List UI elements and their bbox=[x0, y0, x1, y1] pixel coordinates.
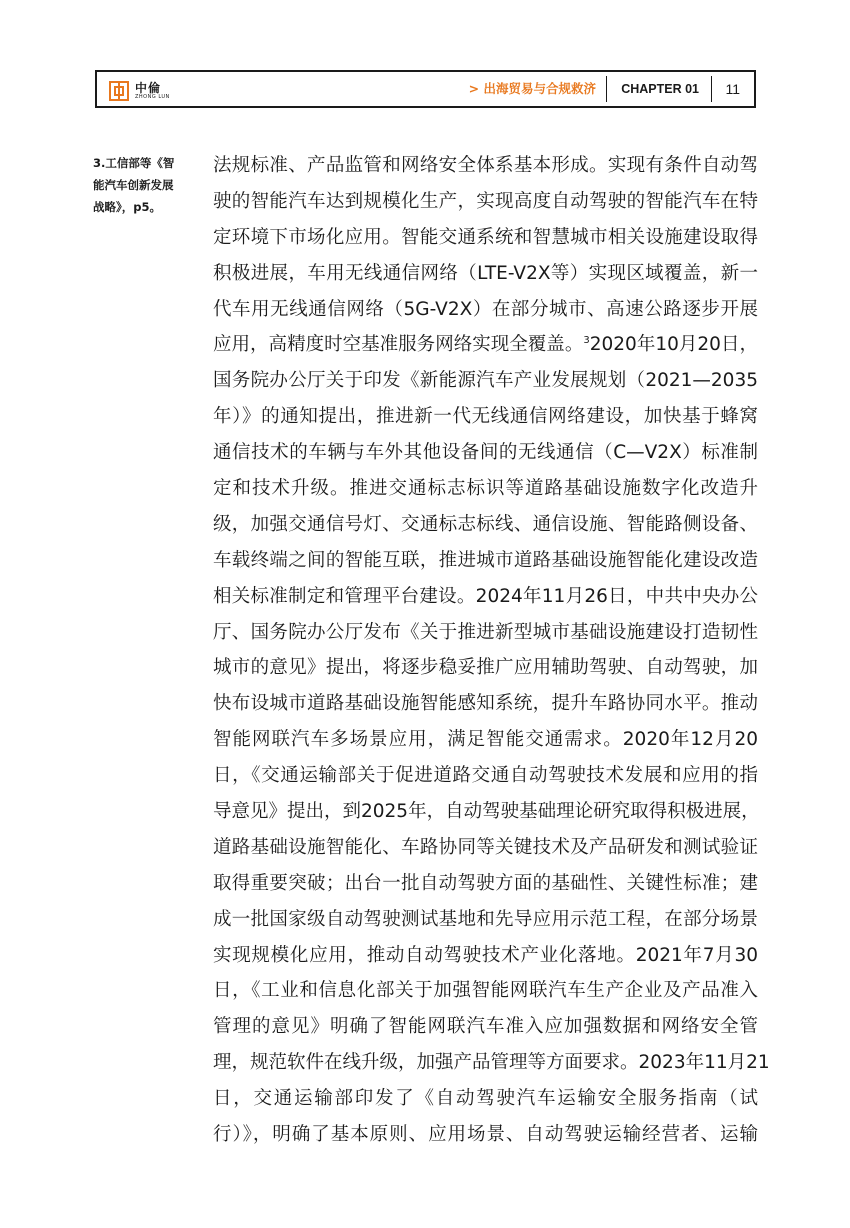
body-line: 智能网联汽车多场景应用，满足智能交通需求。2020年12月20 bbox=[213, 729, 758, 751]
body-line: 日，《工业和信息化部关于加强智能网联汽车生产企业及产品准入 bbox=[213, 980, 758, 1002]
logo-english: ZHONG LUN bbox=[135, 94, 170, 100]
body-line: 驶的智能汽车达到规模化生产，实现高度自动驾驶的智能汽车在特 bbox=[213, 190, 758, 212]
body-line: 法规标准、产品监管和网络安全体系基本形成。实现有条件自动驾 bbox=[213, 155, 758, 176]
body-line-text: 应用，高精度时空基准服务网络实现全覆盖。 bbox=[213, 334, 584, 356]
body-line: 道路基础设施智能化、车路协同等关键技术及产品研发和测试验证 bbox=[213, 836, 758, 858]
body-line: 城市的意见》提出，将逐步稳妥推广应用辅助驾驶、自动驾驶，加 bbox=[213, 657, 758, 679]
body-line: 成一批国家级自动驾驶测试基地和先导应用示范工程，在部分场景 bbox=[213, 908, 758, 930]
page-number: 11 bbox=[725, 81, 740, 97]
body-line: 行）》，明确了基本原则、应用场景、自动驾驶运输经营者、运输 bbox=[213, 1124, 758, 1146]
body-line-text: 2020年10月20日， bbox=[589, 334, 758, 356]
body-line: 定环境下市场化应用。智能交通系统和智慧城市相关设施建设取得 bbox=[213, 226, 758, 248]
body-line-with-footnote bbox=[213, 327, 758, 363]
body-line: 取得重要突破；出台一批自动驾驶方面的基础性、关键性标准；建 bbox=[213, 872, 758, 894]
body-paragraph bbox=[213, 148, 770, 1153]
sidenote-line: 战略》，p5。 bbox=[93, 200, 161, 214]
body-line: 日，交通运输部印发了《自动驾驶汽车运输安全服务指南（试 bbox=[213, 1088, 758, 1110]
header-divider bbox=[606, 76, 607, 102]
logo-chinese: 中倫 bbox=[135, 81, 162, 95]
header-divider bbox=[711, 76, 712, 102]
sidenote-line: 3.工信部等《智 bbox=[93, 156, 175, 170]
footnote-sidenote bbox=[93, 152, 191, 218]
body-line: 车载终端之间的智能互联，推进城市道路基础设施智能化建设改造 bbox=[213, 549, 758, 571]
chapter-label: CHAPTER 01 bbox=[621, 82, 699, 96]
body-line: 理，规范软件在线升级，加强产品管理等方面要求。2023年11月21 bbox=[213, 1052, 770, 1074]
sidenote-line: 能汽车创新发展 bbox=[93, 178, 174, 192]
body-line: 厅、国务院办公厅发布《关于推进新型城市基础设施建设打造韧性 bbox=[213, 621, 758, 643]
body-line: 通信技术的车辆与车外其他设备间的无线通信（C—V2X）标准制 bbox=[213, 442, 758, 464]
body-line: 管理的意见》明确了智能网联汽车准入应加强数据和网络安全管 bbox=[213, 1016, 758, 1038]
body-line: 年）》的通知提出，推进新一代无线通信网络建设，加快基于蜂窝 bbox=[213, 406, 758, 428]
section-title: > 出海贸易与合规救济 bbox=[468, 81, 596, 96]
body-line: 积极进展，车用无线通信网络（LTE-V2X等）实现区域覆盖，新一 bbox=[213, 262, 758, 284]
body-line: 国务院办公厅关于印发《新能源汽车产业发展规划（2021—2035 bbox=[213, 370, 758, 392]
body-line: 代车用无线通信网络（5G-V2X）在部分城市、高速公路逐步开展 bbox=[213, 298, 758, 320]
footnote-marker[interactable]: 3 bbox=[583, 335, 590, 347]
body-line: 快布设城市道路基础设施智能感知系统，提升车路协同水平。推动 bbox=[213, 693, 758, 715]
body-line: 相关标准制定和管理平台建设。2024年11月26日，中共中央办公 bbox=[213, 585, 758, 607]
body-line: 实现规模化应用，推动自动驾驶技术产业化落地。2021年7月30 bbox=[213, 944, 758, 966]
body-line: 导意见》提出，到2025年，自动驾驶基础理论研究取得积极进展， bbox=[213, 801, 760, 823]
page-header bbox=[95, 70, 756, 108]
logo-mark-icon bbox=[109, 81, 129, 101]
body-line: 级，加强交通信号灯、交通标志标线、通信设施、智能路侧设备、 bbox=[213, 513, 758, 535]
zhonglun-logo bbox=[109, 79, 170, 103]
body-line: 日，《交通运输部关于促进道路交通自动驾驶技术发展和应用的指 bbox=[213, 765, 758, 787]
body-line: 定和技术升级。推进交通标志标识等道路基础设施数字化改造升 bbox=[213, 478, 758, 500]
